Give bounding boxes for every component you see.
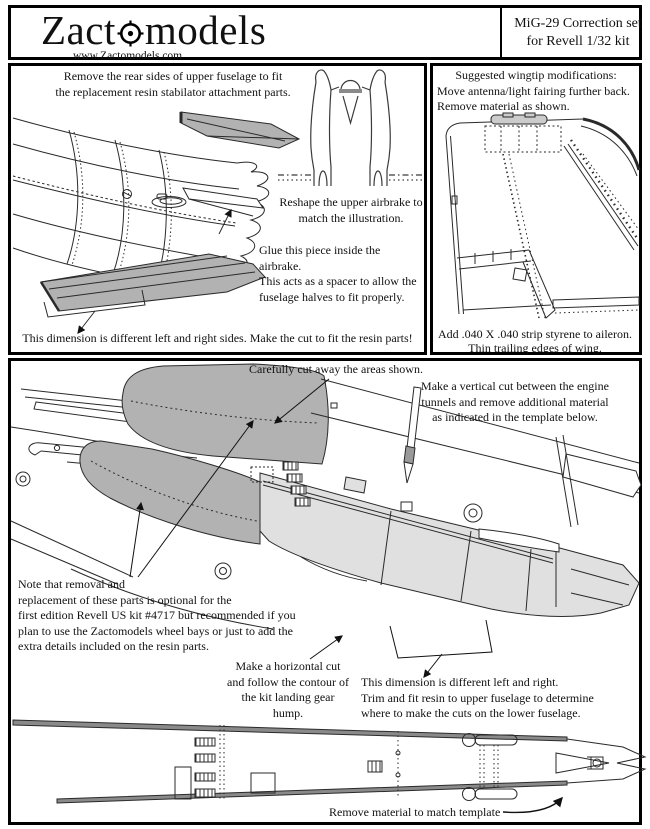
airbrake-glue-note: Glue this piece inside the airbrake. This acts as a spacer to allow the fuselage halves to fit properly.: [259, 243, 417, 304]
kit-title: [508, 15, 648, 50]
stabilator-bottom-note: This dimension is different left and right sides. Make the cut to fit the resin parts!: [22, 331, 413, 345]
brand-suffix: models: [144, 7, 267, 53]
dimension-bracket-right: [390, 620, 492, 677]
template-vents: [195, 738, 215, 797]
rear-fuselage-illustration: [11, 96, 307, 344]
airbrake-illustration: [278, 66, 424, 194]
website-url: www.Zactomodels.com: [73, 50, 183, 62]
dimension-note: This dimension is different left and right. Trim and fit resin to upper fuselage to determine where to make the cuts on the lower fuselage.: [361, 675, 594, 721]
kit-title-line2: for Revell 1/32 kit: [526, 33, 630, 49]
template-arrow: [503, 798, 562, 812]
wingtip-fairing-shaded: [491, 113, 547, 124]
header-divider: [500, 8, 502, 57]
cut-away-note: Carefully cut away the areas shown.: [249, 362, 423, 376]
header-panel: [8, 5, 642, 60]
optional-parts-note: Note that removal and replacement of these parts is optional for the first edition Revell US kit #4717 but recommended if you plan to use the Zactomodels wheel bays or just to add the extra details included on the resin parts.: [18, 577, 296, 654]
crosshair-icon: [117, 13, 144, 54]
wingtip-note: Suggested wingtip modifications: Move antenna/light fairing further back. Remove material as shown.: [437, 68, 630, 114]
horizontal-cut-note: Make a horizontal cut and follow the contour of the kit landing gear hump.: [227, 659, 349, 720]
stabilator-mount-lower-shaded-area: [41, 254, 265, 311]
brand-logo: [41, 7, 267, 53]
wingtip-panel: [430, 63, 642, 355]
template-note: Remove material to match template: [329, 805, 501, 819]
brand-prefix: Zact: [41, 7, 116, 53]
template-fairings: [463, 734, 518, 801]
stabilator-panel: [8, 63, 427, 355]
vertical-cut-note: Make a vertical cut between the engine tunnels and remove additional material as indicated in the template below.: [421, 379, 609, 425]
kit-title-line1: MiG-29 Correction set: [514, 16, 642, 31]
stabilator-top-note: Remove the rear sides of upper fuselage to fit the replacement resin stabilator attachment parts.: [55, 69, 291, 99]
fuselage-cut-panel: [8, 358, 642, 825]
template-illustration: [11, 713, 639, 822]
wingtip-illustration: [433, 112, 639, 328]
wingtip-bottom-note: Add .040 X .040 strip styrene to aileron. Thin trailing edges of wing.: [438, 327, 632, 355]
airbrake-reshape-note: Reshape the upper airbrake to match the illustration.: [279, 195, 423, 225]
